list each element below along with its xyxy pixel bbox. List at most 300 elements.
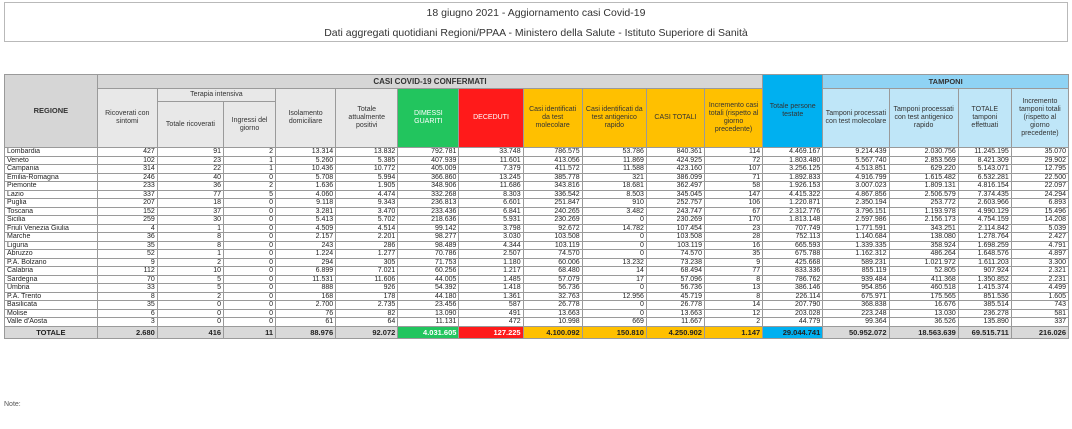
table-cell: 107.454 (646, 224, 704, 233)
total-cell: 11 (224, 326, 276, 338)
table-cell: 223.248 (823, 309, 889, 318)
table-cell: 4 (97, 224, 157, 233)
table-cell: 103.508 (523, 233, 582, 242)
table-cell: 3.796.151 (823, 207, 889, 216)
table-row (5, 309, 1069, 318)
col-tamponi-molecolare: Tamponi processati con test molecolare (823, 89, 889, 148)
table-cell: 77 (704, 267, 762, 276)
table-row (5, 165, 1069, 174)
table-cell: 0 (224, 199, 276, 208)
col-deceduti: DECEDUTI (459, 89, 523, 148)
table-cell: 1.771.591 (823, 224, 889, 233)
total-row (5, 326, 1069, 338)
table-cell: 103.508 (646, 233, 704, 242)
table-cell: 7.374.435 (958, 190, 1011, 199)
table-cell: 3.300 (1011, 258, 1068, 267)
table-cell: 22.500 (1011, 173, 1068, 182)
table-cell: 11.869 (582, 156, 646, 165)
table-cell: 926 (336, 284, 398, 293)
group-tamponi: TAMPONI (823, 75, 1069, 89)
table-cell: 6.601 (459, 199, 523, 208)
total-cell: 150.810 (582, 326, 646, 338)
table-cell: 71.753 (398, 258, 459, 267)
table-cell: 305 (336, 258, 398, 267)
table-cell: 669 (582, 318, 646, 327)
col-casi-totali: CASI TOTALI (646, 89, 704, 148)
table-cell: 2.157 (276, 233, 336, 242)
table-cell: 1.892.833 (763, 173, 823, 182)
total-cell: 29.044.741 (763, 326, 823, 338)
table-cell: 5.260 (276, 156, 336, 165)
table-cell: 67 (704, 207, 762, 216)
table-cell: 424.925 (646, 156, 704, 165)
table-cell: 253.772 (889, 199, 958, 208)
table-cell: 5 (157, 275, 223, 284)
table-cell: 23 (704, 224, 762, 233)
table-cell: 707.749 (763, 224, 823, 233)
table-cell: 18 (157, 199, 223, 208)
table-cell: 178 (336, 292, 398, 301)
col-tamponi-totale: TOTALE tamponi effettuati (958, 89, 1011, 148)
table-cell: 5.931 (459, 216, 523, 225)
report-title: 18 giugno 2021 - Aggiornamento casi Covid-19 (426, 7, 646, 19)
table-cell: 13.030 (889, 309, 958, 318)
table-cell: 37 (157, 207, 223, 216)
table-cell: 77 (157, 190, 223, 199)
col-dimessi: DIMESSI GUARITI (398, 89, 459, 148)
table-cell: 9.118 (276, 199, 336, 208)
table-cell: 1.021.972 (889, 258, 958, 267)
table-cell: 486.264 (889, 250, 958, 259)
table-cell: 24.294 (1011, 190, 1068, 199)
col-tamponi-antigenico: Tamponi processati con test antigenico rapido (889, 89, 958, 148)
table-cell: 2 (157, 292, 223, 301)
table-cell: 6.893 (1011, 199, 1068, 208)
table-cell: 2 (224, 148, 276, 157)
table-cell: 8.303 (459, 190, 523, 199)
table-cell: 70 (97, 275, 157, 284)
table-cell: 236.813 (398, 199, 459, 208)
table-cell: 1.698.259 (958, 241, 1011, 250)
table-cell: 44.005 (398, 275, 459, 284)
table-cell: 3.007.023 (823, 182, 889, 191)
table-cell: 2.312.776 (763, 207, 823, 216)
table-cell: 4.514 (336, 224, 398, 233)
table-cell: 175.565 (889, 292, 958, 301)
col-tamponi-incremento: Incremento tamponi totali (rispetto al giorno precedente) (1011, 89, 1068, 148)
table-cell: 3 (97, 318, 157, 327)
table-cell: 13.832 (336, 148, 398, 157)
table-cell: 0 (157, 309, 223, 318)
table-cell: 1.415.374 (958, 284, 1011, 293)
table-cell: 56.736 (523, 284, 582, 293)
table-cell: 68.494 (646, 267, 704, 276)
table-cell: 5.567.740 (823, 156, 889, 165)
table-cell: 36 (97, 233, 157, 242)
table-cell: 10.998 (523, 318, 582, 327)
table-cell: 98.277 (398, 233, 459, 242)
total-label: TOTALE (5, 326, 98, 338)
table-cell: 13.232 (582, 258, 646, 267)
table-cell: 833.336 (763, 267, 823, 276)
table-cell: 491 (459, 309, 523, 318)
table-cell: 0 (224, 233, 276, 242)
table-cell: 427 (97, 148, 157, 157)
table-cell: 6.841 (459, 207, 523, 216)
table-cell: 52.805 (889, 267, 958, 276)
table-cell: 1.813.148 (763, 216, 823, 225)
table-cell: 472 (459, 318, 523, 327)
table-row (5, 284, 1069, 293)
table-cell: 68.480 (523, 267, 582, 276)
total-cell: 416 (157, 326, 223, 338)
table-cell: 13.245 (459, 173, 523, 182)
table-cell: 362.497 (646, 182, 704, 191)
table-cell: 236.278 (958, 309, 1011, 318)
table-cell: 230.269 (523, 216, 582, 225)
col-ti-ingressi: Ingressi del giorno (224, 102, 276, 148)
table-cell: 243.747 (646, 207, 704, 216)
table-cell: 792.781 (398, 148, 459, 157)
table-cell: 581 (1011, 309, 1068, 318)
table-cell: 294 (276, 258, 336, 267)
table-cell: 5.708 (276, 173, 336, 182)
table-cell: 11.667 (646, 318, 704, 327)
table-cell: 2.201 (336, 233, 398, 242)
table-cell: 939.484 (823, 275, 889, 284)
table-cell: 3.030 (459, 233, 523, 242)
table-cell: 9.343 (336, 199, 398, 208)
table-cell: 2 (704, 318, 762, 327)
table-cell: 413.056 (523, 156, 582, 165)
table-cell: 107 (704, 165, 762, 174)
report-subtitle: Dati aggregati quotidiani Regioni/PPAA - Ministero della Salute - Istituto Superiore di Sanità (324, 27, 748, 39)
table-cell: 45.719 (646, 292, 704, 301)
table-cell: 12.956 (582, 292, 646, 301)
table-cell: 1.926.153 (763, 182, 823, 191)
table-cell: 1.611.203 (958, 258, 1011, 267)
table-cell: 11.606 (336, 275, 398, 284)
table-cell: 9 (704, 258, 762, 267)
table-cell: 10 (157, 267, 223, 276)
table-cell: 5.039 (1011, 224, 1068, 233)
table-cell: 9.214.439 (823, 148, 889, 157)
region-name: Piemonte (5, 182, 98, 191)
table-cell: 4.816.154 (958, 182, 1011, 191)
table-cell: 1 (157, 224, 223, 233)
table-cell: 1.485 (459, 275, 523, 284)
table-cell: 4.754.159 (958, 216, 1011, 225)
table-cell: 103.119 (523, 241, 582, 250)
table-cell: 99.364 (823, 318, 889, 327)
table-cell: 36 (157, 182, 223, 191)
table-cell: 4.509 (276, 224, 336, 233)
table-cell: 321 (582, 173, 646, 182)
table-cell: 103.119 (646, 241, 704, 250)
table-cell: 407.939 (398, 156, 459, 165)
table-cell: 252.757 (646, 199, 704, 208)
table-cell: 0 (224, 241, 276, 250)
table-cell: 13 (704, 284, 762, 293)
table-cell: 0 (224, 258, 276, 267)
table-cell: 752.113 (763, 233, 823, 242)
table-cell: 11.531 (276, 275, 336, 284)
table-cell: 26.778 (646, 301, 704, 310)
table-cell: 587 (459, 301, 523, 310)
table-cell: 1.361 (459, 292, 523, 301)
region-name: Puglia (5, 199, 98, 208)
table-cell: 0 (224, 173, 276, 182)
table-cell: 92.672 (523, 224, 582, 233)
table-cell: 9 (97, 258, 157, 267)
total-cell: 1.147 (704, 326, 762, 338)
table-cell: 60.006 (523, 258, 582, 267)
table-cell: 2.231 (1011, 275, 1068, 284)
table-cell: 76 (276, 309, 336, 318)
table-cell: 152 (97, 207, 157, 216)
table-cell: 8 (704, 275, 762, 284)
table-cell: 0 (224, 301, 276, 310)
covid-data-table (4, 74, 1069, 339)
region-name: Lombardia (5, 148, 98, 157)
table-cell: 5 (157, 284, 223, 293)
region-name: Lazio (5, 190, 98, 199)
table-cell: 11.588 (582, 165, 646, 174)
table-cell: 4.867.856 (823, 190, 889, 199)
table-cell: 44.180 (398, 292, 459, 301)
table-cell: 12.795 (1011, 165, 1068, 174)
table-cell: 3.798 (459, 224, 523, 233)
total-cell: 4.100.092 (523, 326, 582, 338)
region-name: Friuli Venezia Giulia (5, 224, 98, 233)
region-name: Abruzzo (5, 250, 98, 259)
total-cell: 127.225 (459, 326, 523, 338)
table-cell: 135.890 (958, 318, 1011, 327)
table-cell: 0 (224, 267, 276, 276)
table-cell: 18.681 (582, 182, 646, 191)
table-cell: 2.597.986 (823, 216, 889, 225)
total-cell: 92.072 (336, 326, 398, 338)
table-cell: 1.350.852 (958, 275, 1011, 284)
table-cell: 74.570 (523, 250, 582, 259)
table-cell: 786.762 (763, 275, 823, 284)
table-cell: 57.079 (523, 275, 582, 284)
table-cell: 8.503 (582, 190, 646, 199)
table-row (5, 173, 1069, 182)
table-cell: 1.615.482 (889, 173, 958, 182)
region-name: Campania (5, 165, 98, 174)
region-name: Molise (5, 309, 98, 318)
table-cell: 52 (97, 250, 157, 259)
table-cell: 907.924 (958, 267, 1011, 276)
table-row (5, 241, 1069, 250)
table-row (5, 207, 1069, 216)
col-ti-totale: Totale ricoverati (157, 102, 223, 148)
table-cell: 337 (97, 190, 157, 199)
table-cell: 888 (276, 284, 336, 293)
table-cell: 35 (704, 250, 762, 259)
table-cell: 8 (97, 292, 157, 301)
table-row (5, 275, 1069, 284)
table-cell: 3.470 (336, 207, 398, 216)
table-cell: 855.119 (823, 267, 889, 276)
table-cell: 1.636 (276, 182, 336, 191)
table-cell: 5.143.071 (958, 165, 1011, 174)
table-cell: 14.782 (582, 224, 646, 233)
table-cell: 10.436 (276, 165, 336, 174)
table-cell: 0 (224, 275, 276, 284)
table-cell: 44.779 (763, 318, 823, 327)
table-cell: 64 (336, 318, 398, 327)
table-cell: 675.971 (823, 292, 889, 301)
table-cell: 1 (224, 156, 276, 165)
table-cell: 17 (582, 275, 646, 284)
table-cell: 4.474 (336, 190, 398, 199)
table-cell: 5 (224, 190, 276, 199)
table-cell: 386.099 (646, 173, 704, 182)
table-cell: 743 (1011, 301, 1068, 310)
table-cell: 1.162.312 (823, 250, 889, 259)
table-cell: 5.702 (336, 216, 398, 225)
table-cell: 1.648.576 (958, 250, 1011, 259)
table-cell: 4.513.851 (823, 165, 889, 174)
table-cell: 29.902 (1011, 156, 1068, 165)
table-cell: 35 (97, 301, 157, 310)
table-cell: 405.009 (398, 165, 459, 174)
table-cell: 4.916.799 (823, 173, 889, 182)
table-cell: 71 (704, 173, 762, 182)
table-cell: 366.860 (398, 173, 459, 182)
region-name: Marche (5, 233, 98, 242)
table-cell: 589.231 (823, 258, 889, 267)
table-row (5, 267, 1069, 276)
table-cell: 4.469.167 (763, 148, 823, 157)
table-cell: 54.392 (398, 284, 459, 293)
table-cell: 13.314 (276, 148, 336, 157)
table-cell: 70.786 (398, 250, 459, 259)
table-cell: 207 (97, 199, 157, 208)
region-name: Emilia-Romagna (5, 173, 98, 182)
table-cell: 2.853.569 (889, 156, 958, 165)
table-row (5, 182, 1069, 191)
table-cell: 13.663 (646, 309, 704, 318)
table-cell: 0 (582, 233, 646, 242)
table-cell: 336.542 (523, 190, 582, 199)
table-cell: 423.160 (646, 165, 704, 174)
table-cell: 910 (582, 199, 646, 208)
table-cell: 358.924 (889, 241, 958, 250)
table-cell: 13.663 (523, 309, 582, 318)
table-cell: 112 (97, 267, 157, 276)
table-cell: 230.269 (646, 216, 704, 225)
table-cell: 4.791 (1011, 241, 1068, 250)
table-cell: 4.897 (1011, 250, 1068, 259)
table-cell: 35 (97, 241, 157, 250)
table-cell: 246 (97, 173, 157, 182)
col-casi-antigenico: Casi identificati da test antigenico rapido (582, 89, 646, 148)
col-casi-molecolare: Casi identificati da test molecolare (523, 89, 582, 148)
table-cell: 0 (157, 318, 223, 327)
table-row (5, 199, 1069, 208)
report-header (4, 2, 1068, 42)
table-cell: 22 (157, 165, 223, 174)
region-name: Toscana (5, 207, 98, 216)
table-cell: 4.499 (1011, 284, 1068, 293)
table-cell: 22.097 (1011, 182, 1068, 191)
table-cell: 11.245.195 (958, 148, 1011, 157)
table-cell: 2.030.756 (889, 148, 958, 157)
table-cell: 286 (336, 241, 398, 250)
table-cell: 0 (224, 318, 276, 327)
table-cell: 0 (224, 207, 276, 216)
table-cell: 168 (276, 292, 336, 301)
table-cell: 0 (582, 250, 646, 259)
table-cell: 0 (224, 250, 276, 259)
table-row (5, 250, 1069, 259)
table-cell: 14.208 (1011, 216, 1068, 225)
total-cell: 216.026 (1011, 326, 1068, 338)
table-cell: 4.344 (459, 241, 523, 250)
table-cell: 1.224 (276, 250, 336, 259)
table-cell: 2.700 (276, 301, 336, 310)
table-cell: 368.838 (823, 301, 889, 310)
col-isolamento: Isolamento domiciliare (276, 89, 336, 148)
table-row (5, 224, 1069, 233)
table-cell: 343.251 (889, 224, 958, 233)
table-cell: 1.418 (459, 284, 523, 293)
table-cell: 2.114.842 (958, 224, 1011, 233)
total-cell: 50.952.072 (823, 326, 889, 338)
table-cell: 11.601 (459, 156, 523, 165)
table-cell: 233 (97, 182, 157, 191)
table-cell: 8 (157, 233, 223, 242)
table-cell: 0 (224, 309, 276, 318)
table-cell: 147 (704, 190, 762, 199)
table-cell: 243 (276, 241, 336, 250)
table-cell: 3.482 (582, 207, 646, 216)
col-positivi: Totale attualmente positivi (336, 89, 398, 148)
region-name: Valle d'Aosta (5, 318, 98, 327)
table-cell: 61 (276, 318, 336, 327)
table-cell: 73.238 (646, 258, 704, 267)
table-cell: 0 (224, 284, 276, 293)
table-cell: 2 (224, 182, 276, 191)
table-cell: 0 (582, 309, 646, 318)
table-cell: 15.496 (1011, 207, 1068, 216)
table-cell: 226.114 (763, 292, 823, 301)
table-cell: 2.156.173 (889, 216, 958, 225)
region-name: Veneto (5, 156, 98, 165)
table-cell: 0 (224, 216, 276, 225)
table-cell: 138.080 (889, 233, 958, 242)
table-cell: 840.361 (646, 148, 704, 157)
table-cell: 851.536 (958, 292, 1011, 301)
table-cell: 240.265 (523, 207, 582, 216)
table-row (5, 292, 1069, 301)
table-cell: 385.778 (523, 173, 582, 182)
table-cell: 0 (582, 284, 646, 293)
table-row (5, 156, 1069, 165)
table-cell: 1.803.480 (763, 156, 823, 165)
table-cell: 99.142 (398, 224, 459, 233)
table-cell: 7.379 (459, 165, 523, 174)
total-cell: 88.976 (276, 326, 336, 338)
table-cell: 5.413 (276, 216, 336, 225)
col-incremento-casi: Incremento casi totali (rispetto al giorno precedente) (704, 89, 762, 148)
table-cell: 6 (97, 309, 157, 318)
table-cell: 26.778 (523, 301, 582, 310)
table-cell: 4.060 (276, 190, 336, 199)
